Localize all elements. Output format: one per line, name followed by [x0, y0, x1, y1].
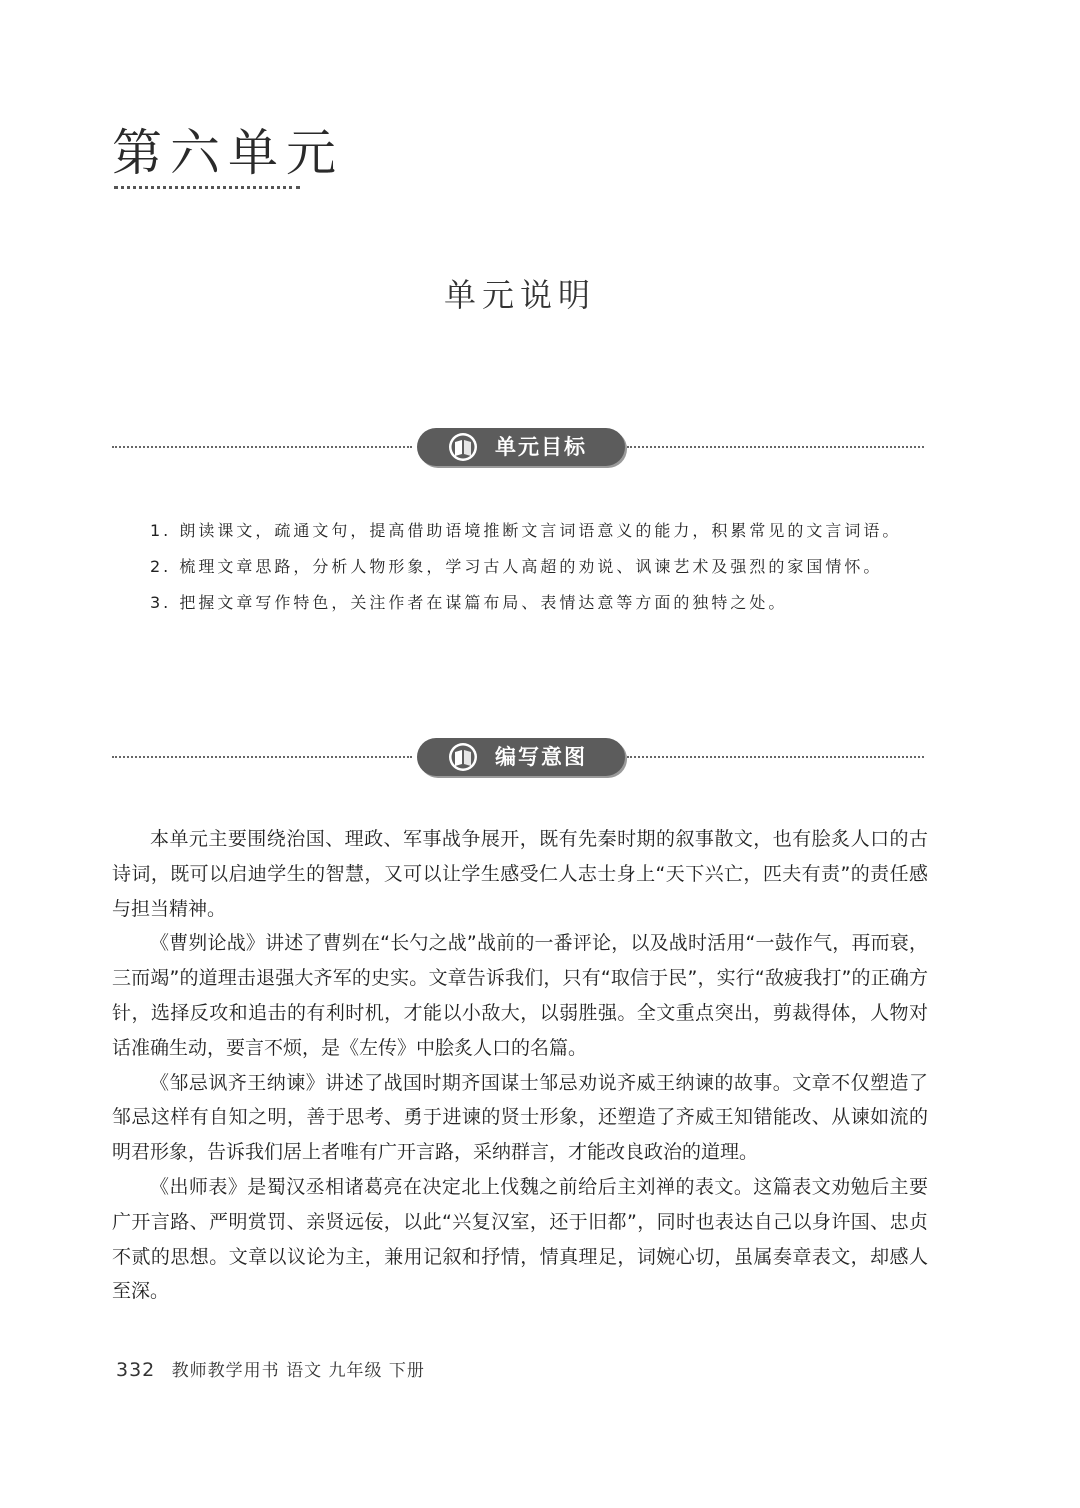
banner-divider-right [627, 756, 924, 758]
page-number: 332 [116, 1359, 156, 1381]
book-icon [447, 431, 479, 463]
banner-divider-left [112, 756, 412, 758]
unit-title-underline [114, 186, 300, 189]
intent-paragraph: 本单元主要围绕治国、理政、军事战争展开，既有先秦时期的叙事散文，也有脍炙人口的古诗词，既可以启迪学生的智慧，又可以让学生感受仁人志士身上“天下兴亡，匹夫有责”的责任感与担当精神。 [112, 828, 928, 920]
intent-paragraph: 《出师表》是蜀汉丞相诸葛亮在决定北上伐魏之前给后主刘禅的表文。这篇表文劝勉后主要广开言路、严明赏罚、亲贤远佞，以此“兴复汉室，还于旧都”，同时也表达自己以身许国、忠贞不贰的思想。文章以议论为主，兼用记叙和抒情，情真理足，词婉心切，虽属奏章表文，却感人至深。 [112, 1175, 928, 1303]
goals-banner-pill [417, 428, 625, 466]
goals-list [112, 514, 928, 622]
intent-paragraph: 《邹忌讽齐王纳谏》讲述了战国时期齐国谋士邹忌劝说齐威王纳谏的故事。文章不仅塑造了邹忌这样有自知之明，善于思考、勇于进谏的贤士形象，还塑造了齐威王知错能改、从谏如流的明君形象，告诉我们居上者唯有广开言路，采纳群言，才能改良政治的道理。 [112, 1071, 928, 1164]
intent-paragraph: 《曹刿论战》讲述了曹刿在“长勺之战”战前的一番评论，以及战时活用“一鼓作气，再而衰，三而竭”的道理击退强大齐军的史实。文章告诉我们，只有“取信于民”，实行“敌疲我打”的正确方针，选择反攻和追击的有利时机，才能以小敌大，以弱胜强。全文重点突出，剪裁得体，人物对话准确生动，要言不烦，是《左传》中脍炙人口的名篇。 [112, 932, 928, 1059]
book-info: 教师教学用书 语文 九年级 下册 [171, 1361, 425, 1381]
banner-divider-right [627, 446, 924, 448]
intent-banner-pill [417, 738, 625, 776]
banner-divider-left [112, 446, 412, 448]
intent-body [112, 822, 928, 1309]
section-heading: 单元说明 [443, 276, 596, 314]
unit-title: 第六单元 [112, 124, 344, 182]
goal-item: 2. 梳理文章思路，分析人物形象，学习古人高超的劝说、讽谏艺术及强烈的家国情怀。 [150, 557, 883, 576]
goals-banner-label: 单元目标 [495, 435, 587, 459]
page-footer [116, 1356, 425, 1381]
goal-item: 3. 把握文章写作特色，关注作者在谋篇布局、表情达意等方面的独特之处。 [150, 593, 788, 612]
book-icon [447, 741, 479, 773]
intent-banner-label: 编写意图 [495, 745, 587, 769]
goals-banner [112, 428, 924, 468]
intent-banner [112, 738, 924, 778]
goal-item: 1. 朗读课文，疏通文句，提高借助语境推断文言词语意义的能力，积累常见的文言词语。 [150, 521, 902, 540]
